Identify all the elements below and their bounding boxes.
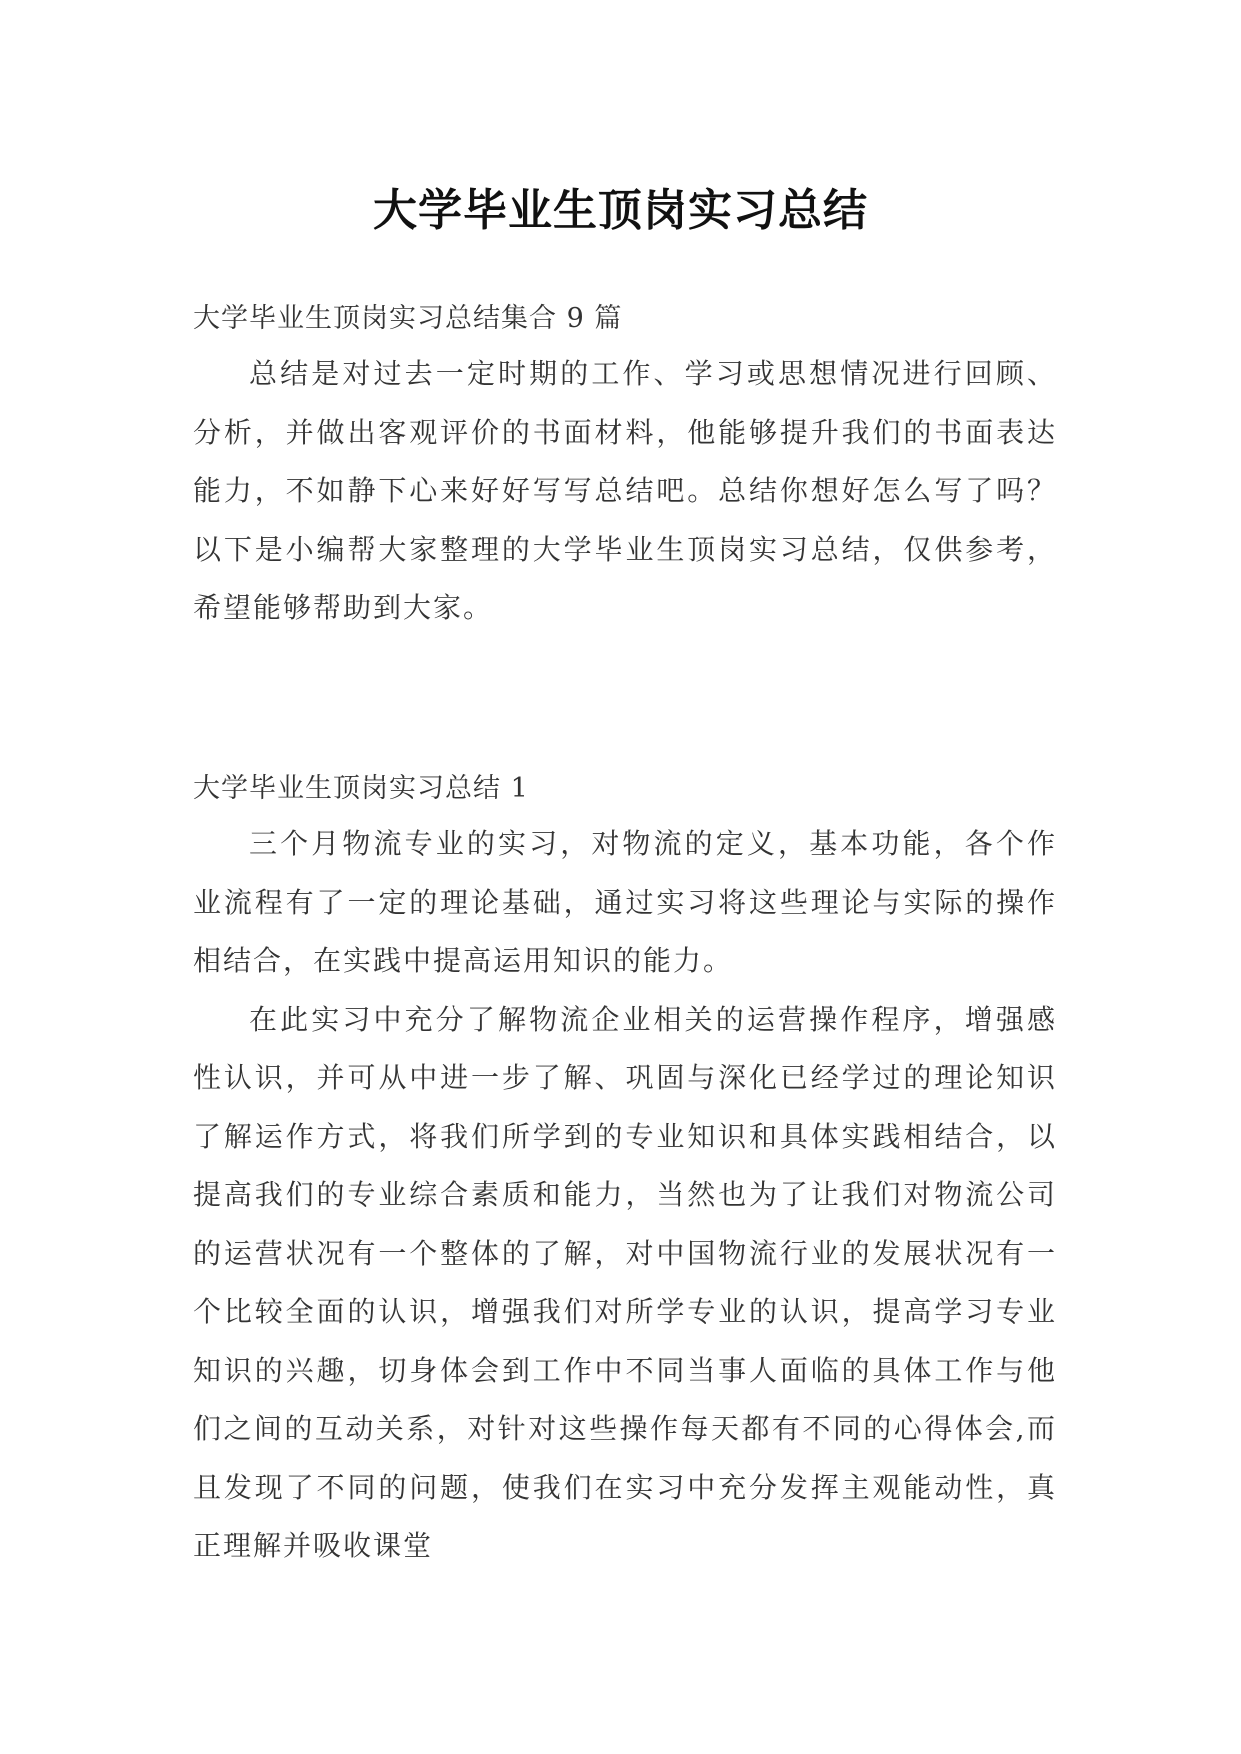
- intro-block: [193, 345, 1057, 638]
- section-1-paragraph-1: 三个月物流专业的实习，对物流的定义，基本功能，各个作业流程有了一定的理论基础，通过实习将这些理论与实际的操作相结合，在实践中提高运用知识的能力。: [193, 827, 1057, 977]
- collection-heading-block: [193, 290, 1057, 348]
- intro-paragraph: 总结是对过去一定时期的工作、学习或思想情况进行回顾、分析，并做出客观评价的书面材料，他能够提升我们的书面表达能力，不如静下心来好好写写总结吧。总结你想好怎么写了吗？以下是小编帮大家整理的大学毕业生顶岗实习总结，仅供参考，希望能够帮助到大家。: [193, 357, 1057, 624]
- section-1-heading: 大学毕业生顶岗实习总结 1: [193, 773, 529, 804]
- collection-heading: 大学毕业生顶岗实习总结集合 9 篇: [193, 303, 623, 334]
- section-1-paragraph-2: 在此实习中充分了解物流企业相关的运营操作程序，增强感性认识，并可从中进一步了解、巩固与深化已经学过的理论知识了解运作方式，将我们所学到的专业知识和具体实践相结合，以提高我们的专业综合素质和能力，当然也为了让我们对物流公司的运营状况有一个整体的了解，对中国物流行业的发展状况有一个比较全面的认识，增强我们对所学专业的认识，提高学习专业知识的兴趣，切身体会到工作中不同当事人面临的具体工作与他们之间的互动关系，对针对这些操作每天都有不同的心得体会,而且发现了不同的问题，使我们在实习中充分发挥主观能动性，真正理解并吸收课堂: [193, 1002, 1057, 1562]
- document-title: 大学毕业生顶岗实习总结: [373, 185, 868, 237]
- section-1-heading-block: [193, 760, 1057, 818]
- section-1-body: [193, 815, 1057, 1576]
